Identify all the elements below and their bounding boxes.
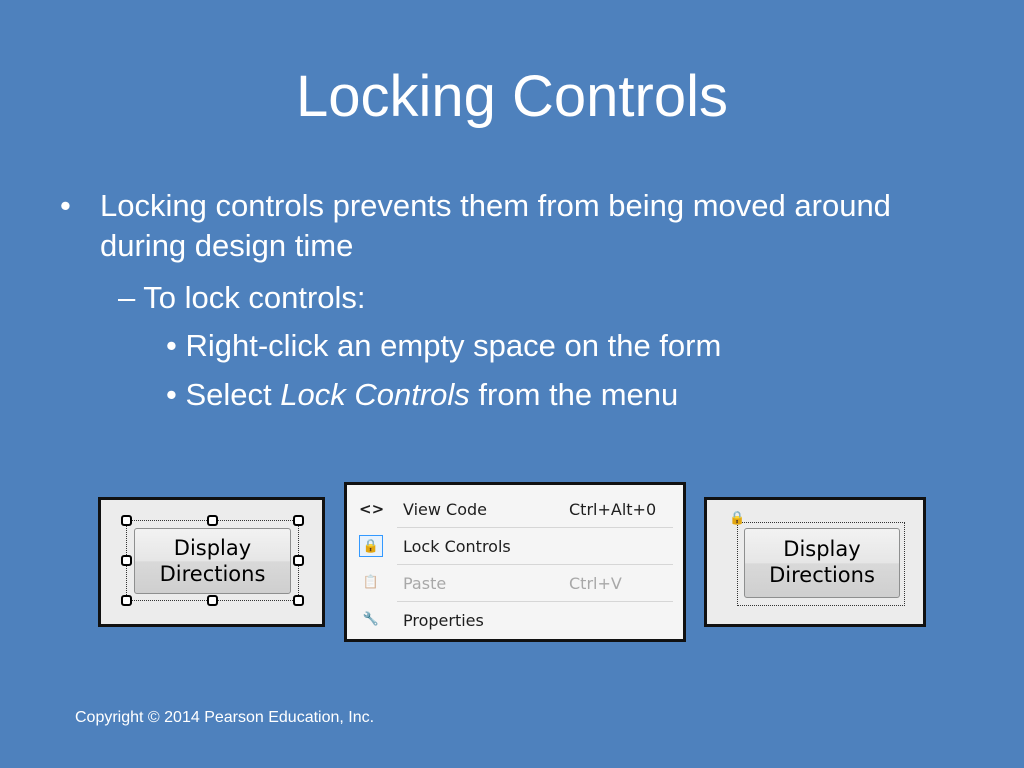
button-line1: Display [783,537,861,561]
bullet-level3-right-click: • Right-click an empty space on the form [166,328,722,363]
paste-icon: 📋 [362,575,380,590]
copyright-footer: Copyright © 2014 Pearson Education, Inc. [75,709,375,726]
display-directions-button[interactable] [134,528,291,594]
bullet-level3-emphasis: Lock Controls [280,377,470,412]
bullet-level3-suffix: from the menu [469,377,679,412]
bullet-level3-prefix: • Select [166,377,281,412]
resize-handle-top-left[interactable] [121,515,132,526]
menu-item-properties[interactable] [353,602,677,638]
wrench-icon: 🔧 [362,612,380,627]
bullet-level2: – To lock controls: [118,280,366,315]
menu-item-label: View Code [403,500,488,519]
menu-item-label: Lock Controls [403,537,511,556]
lock-icon: 🔒 [359,535,383,557]
resize-handle-middle-left[interactable] [121,555,132,566]
context-menu-screenshot [344,482,686,642]
menu-item-paste[interactable] [353,565,677,601]
display-directions-button[interactable] [744,528,900,598]
resize-handle-top-right[interactable] [293,515,304,526]
resize-handle-bottom-right[interactable] [293,595,304,606]
resize-handle-middle-right[interactable] [293,555,304,566]
lock-icon: 🔒 [729,510,746,525]
button-line2: Directions [769,563,875,587]
bullet-level3-select [166,375,678,415]
slide-title: Locking Controls [296,64,728,129]
menu-item-shortcut: Ctrl+Alt+0 [569,500,657,519]
locked-button-screenshot [704,497,926,627]
selected-button-screenshot [98,497,325,627]
code-icon: <> [359,500,385,518]
button-line1: Display [173,536,252,560]
bullet-marker: • [60,188,71,223]
resize-handle-top-center[interactable] [207,515,218,526]
resize-handle-bottom-center[interactable] [207,595,218,606]
menu-item-shortcut: Ctrl+V [569,574,622,593]
menu-item-lock-controls[interactable] [353,528,677,564]
button-line2: Directions [159,562,266,586]
menu-item-view-code[interactable] [353,491,677,527]
menu-item-label: Properties [403,611,484,630]
bullet-level1-text: Locking controls prevents them from being moved around during design time [100,188,891,263]
menu-item-label: Paste [403,574,447,593]
resize-handle-bottom-left[interactable] [121,595,132,606]
